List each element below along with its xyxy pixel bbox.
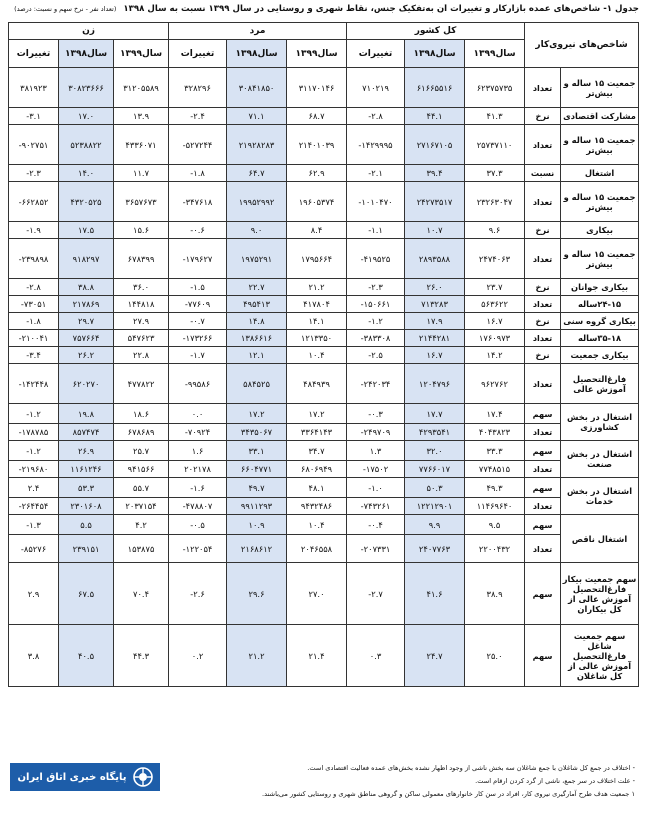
value-cell: ۴۹۵۴۱۳ xyxy=(227,296,287,313)
value-cell: ۴۲۹۳۵۴۱ xyxy=(405,424,465,441)
value-cell: ۷۷۴۸۵۱۵ xyxy=(465,461,525,478)
value-cell: ۱۴.۱ xyxy=(287,313,347,330)
value-cell: ۲۲۰۰۴۳۲ xyxy=(465,535,525,563)
value-cell: -۲.۸ xyxy=(9,279,59,296)
value-cell: ۶۲.۹ xyxy=(287,165,347,182)
indicator-cell: جمعیت ۱۵ ساله و بیش‌تر xyxy=(561,182,639,222)
indicator-cell: ۲۴-۱۵ساله xyxy=(561,296,639,313)
value-cell: -۷۴۳۲۶۱ xyxy=(347,498,405,515)
value-cell: -۹۰۲۷۵۱ xyxy=(9,125,59,165)
value-cell: ۱۲۰۴۷۹۶ xyxy=(405,364,465,404)
indicator-cell: اشتغال در بخش صنعت xyxy=(561,441,639,478)
value-cell: ۱.۶ xyxy=(169,441,227,461)
value-cell: ۰.۰ xyxy=(169,404,227,424)
indicator-cell: اشتغال ناقص xyxy=(561,515,639,563)
unit-cell: تعداد xyxy=(525,498,561,515)
value-cell: ۲۱۴۴۲۸۱ xyxy=(405,330,465,347)
news-logo xyxy=(10,763,160,791)
indicator-cell: جمعیت ۱۵ ساله و بیش‌تر xyxy=(561,125,639,165)
unit-cell: تعداد xyxy=(525,239,561,279)
value-cell: ۱۳۸۶۶۱۶ xyxy=(227,330,287,347)
group-header-male: مرد xyxy=(169,23,347,40)
subheader-cell: سال۱۳۹۸ xyxy=(227,40,287,68)
value-cell: ۲۵۷۳۷۱۱۰ xyxy=(465,125,525,165)
unit-cell: تعداد xyxy=(525,182,561,222)
value-cell: ۲۳۹۱۵۱ xyxy=(59,535,114,563)
value-cell: ۱۴.۲ xyxy=(465,347,525,364)
value-cell: ۲۱.۲ xyxy=(287,279,347,296)
title-text: جدول ۱- شاخص‌های عمده بازارکار و تغییرات آن به‌تفکیک جنس، نقاط شهری و روستایی در سال ۱۳۹۹ نسبت به سال ۱۳۹۸ xyxy=(123,4,639,14)
value-cell: ۱۱.۷ xyxy=(114,165,169,182)
labor-market-table xyxy=(8,22,639,687)
value-cell: ۹۴۳۲۴۸۶ xyxy=(287,498,347,515)
value-cell: ۲۱.۴ xyxy=(287,625,347,687)
value-cell: ۱۷۹۵۶۶۴ xyxy=(287,239,347,279)
subheader-cell: تغییرات xyxy=(169,40,227,68)
table-row xyxy=(9,404,639,424)
value-cell: ۱۹۶۰۵۳۷۴ xyxy=(287,182,347,222)
value-cell: ۲۰۳۷۱۵۴ xyxy=(114,498,169,515)
unit-cell: سهم xyxy=(525,625,561,687)
indicator-cell: ۳۵-۱۸ساله xyxy=(561,330,639,347)
value-cell: ۱.۳ xyxy=(347,441,405,461)
value-cell: -۷۷۶۰۹ xyxy=(169,296,227,313)
value-cell: ۱۰.۷ xyxy=(405,222,465,239)
value-cell: ۱۱۴۶۹۶۴۰ xyxy=(465,498,525,515)
value-cell: -۷۰۹۲۴ xyxy=(169,424,227,441)
value-cell: ۹.۹ xyxy=(405,515,465,535)
value-cell: ۳۸.۹ xyxy=(465,563,525,625)
value-cell: ۵۵.۷ xyxy=(114,478,169,498)
table-title xyxy=(8,4,639,14)
value-cell: -۴۱۹۵۲۵ xyxy=(347,239,405,279)
table-row xyxy=(9,441,639,461)
indicator-cell: سهم جمعیت شاغل فارغ‌التحصیل آموزش عالی از کل شاغلان xyxy=(561,625,639,687)
table-row xyxy=(9,296,639,313)
value-cell: -۱.۶ xyxy=(169,478,227,498)
table-row xyxy=(9,478,639,498)
value-cell: ۲۶.۹ xyxy=(59,441,114,461)
subheader-cell: سال۱۳۹۸ xyxy=(405,40,465,68)
value-cell: ۱۹۷۵۲۹۱ xyxy=(227,239,287,279)
value-cell: ۱۱۶۱۲۴۶ xyxy=(59,461,114,478)
value-cell: ۱۴۴۸۱۸ xyxy=(114,296,169,313)
value-cell: ۳۴۳۵۰۶۷ xyxy=(227,424,287,441)
value-cell: ۲۴۷۴۰۶۳ xyxy=(465,239,525,279)
value-cell: ۱۷.۴ xyxy=(465,404,525,424)
value-cell: ۴۱.۳ xyxy=(465,108,525,125)
value-cell: -۱.۹ xyxy=(9,222,59,239)
value-cell: ۶۱۶۶۵۵۱۶ xyxy=(405,68,465,108)
value-cell: ۱۰.۹ xyxy=(227,515,287,535)
unit-cell: نرخ xyxy=(525,347,561,364)
unit-cell: تعداد xyxy=(525,125,561,165)
value-cell: ۸.۴ xyxy=(287,222,347,239)
indicator-header: شاخص‌های نیروی‌کار xyxy=(525,23,639,68)
value-cell: ۵۳.۳ xyxy=(59,478,114,498)
value-cell: ۱۹۹۵۲۹۹۲ xyxy=(227,182,287,222)
value-cell: -۳.۴ xyxy=(9,347,59,364)
value-cell: -۱.۳ xyxy=(9,515,59,535)
indicator-cell: بیکاری جمعیت xyxy=(561,347,639,364)
value-cell: -۲۶۴۴۵۴ xyxy=(9,498,59,515)
value-cell: -۰.۵ xyxy=(169,515,227,535)
logo-text: پایگاه خبری اتاق ایران xyxy=(17,771,127,783)
value-cell: -۱۲۲۰۵۴ xyxy=(169,535,227,563)
table-row xyxy=(9,68,639,108)
value-cell: ۱۶.۷ xyxy=(465,313,525,330)
value-cell: -۲۱۹۶۸۰ xyxy=(9,461,59,478)
subheader-cell: سال۱۳۹۸ xyxy=(59,40,114,68)
value-cell: ۹۶۲۷۶۲ xyxy=(465,364,525,404)
value-cell: ۱۶.۷ xyxy=(405,347,465,364)
value-cell: ۴۹.۳ xyxy=(465,478,525,498)
value-cell: ۳۲.۰ xyxy=(405,441,465,461)
value-cell: ۴۸۴۹۳۹ xyxy=(287,364,347,404)
indicator-cell: مشارکت اقتصادی xyxy=(561,108,639,125)
value-cell: ۳۰۸۴۱۸۵۰ xyxy=(227,68,287,108)
value-cell: ۳۴.۷ xyxy=(287,441,347,461)
value-cell: -۰.۳ xyxy=(347,404,405,424)
unit-cell: تعداد xyxy=(525,424,561,441)
value-cell: -۹۹۵۸۶ xyxy=(169,364,227,404)
value-cell: ۶۷.۵ xyxy=(59,563,114,625)
value-cell: ۲۵.۰ xyxy=(465,625,525,687)
value-cell: ۳۱۱۷۰۱۴۶ xyxy=(287,68,347,108)
value-cell: ۲۷.۰ xyxy=(287,563,347,625)
value-cell: ۳۸.۸ xyxy=(59,279,114,296)
value-cell: -۵۲۷۲۴۴ xyxy=(169,125,227,165)
value-cell: ۳.۸ xyxy=(9,625,59,687)
value-cell: ۵۴۷۶۲۳ xyxy=(114,330,169,347)
indicator-cell: سهم جمعیت بیکار فارغ‌التحصیل آموزش عالی از کل بیکاران xyxy=(561,563,639,625)
value-cell: ۲۱۹۲۸۲۸۳ xyxy=(227,125,287,165)
unit-cell: نسبت xyxy=(525,165,561,182)
value-cell: ۵.۵ xyxy=(59,515,114,535)
table-row xyxy=(9,108,639,125)
indicator-cell: جمعیت ۱۵ ساله و بیش‌تر xyxy=(561,68,639,108)
value-cell: ۴۳۲۰۵۲۵ xyxy=(59,182,114,222)
value-cell: ۱۵۳۸۷۵ xyxy=(114,535,169,563)
unit-cell: سهم xyxy=(525,478,561,498)
value-cell: -۸۵۲۷۶ xyxy=(9,535,59,563)
value-cell: ۶۸.۷ xyxy=(287,108,347,125)
value-cell: ۴.۲ xyxy=(114,515,169,535)
value-cell: -۲.۳ xyxy=(9,165,59,182)
value-cell: ۰.۲ xyxy=(169,625,227,687)
value-cell: -۲.۴ xyxy=(169,108,227,125)
value-cell: ۲۱۶۸۶۱۲ xyxy=(227,535,287,563)
subheader-cell: سال۱۳۹۹ xyxy=(114,40,169,68)
table-body xyxy=(9,68,639,687)
value-cell: -۲۴۹۷۰۹ xyxy=(347,424,405,441)
value-cell: -۱۰۱۰۴۷۰ xyxy=(347,182,405,222)
subheader-cell: سال۱۳۹۹ xyxy=(465,40,525,68)
table-row xyxy=(9,424,639,441)
value-cell: ۲۶.۲ xyxy=(59,347,114,364)
value-cell: ۱۲۱۳۳۵۰ xyxy=(287,330,347,347)
value-cell: ۳۰۸۲۳۶۶۶ xyxy=(59,68,114,108)
value-cell: -۴۷۸۸۰۷ xyxy=(169,498,227,515)
value-cell: ۱۵.۶ xyxy=(114,222,169,239)
value-cell: ۹.۰ xyxy=(227,222,287,239)
value-cell: -۶۶۲۸۵۲ xyxy=(9,182,59,222)
table-row xyxy=(9,625,639,687)
value-cell: ۱۷.۲ xyxy=(227,404,287,424)
value-cell: -۲.۵ xyxy=(347,347,405,364)
subheader-cell: تغییرات xyxy=(9,40,59,68)
table-row xyxy=(9,330,639,347)
value-cell: ۵۸۴۵۲۵ xyxy=(227,364,287,404)
value-cell: ۴۰۴۳۸۲۳ xyxy=(465,424,525,441)
unit-cell: نرخ xyxy=(525,313,561,330)
value-cell: ۱۳.۹ xyxy=(114,108,169,125)
value-cell: -۱۴۲۹۹۹۵ xyxy=(347,125,405,165)
subheader-cell: تغییرات xyxy=(347,40,405,68)
value-cell: -۲.۷ xyxy=(347,563,405,625)
value-cell: ۳۳۶۴۱۴۳ xyxy=(287,424,347,441)
subheader-cell: سال۱۳۹۹ xyxy=(287,40,347,68)
value-cell: ۲.۴ xyxy=(9,478,59,498)
value-cell: -۱۷۳۲۶۶ xyxy=(169,330,227,347)
unit-cell: تعداد xyxy=(525,68,561,108)
value-cell: ۳۸۱۹۲۳ xyxy=(9,68,59,108)
value-cell: ۹.۶ xyxy=(465,222,525,239)
indicator-cell: جمعیت ۱۵ ساله و بیش‌تر xyxy=(561,239,639,279)
indicator-cell: بیکاری گروه سنی xyxy=(561,313,639,330)
value-cell: -۲۱۰۰۴۱ xyxy=(9,330,59,347)
value-cell: -۲۳۹۸۹۸ xyxy=(9,239,59,279)
table-row xyxy=(9,461,639,478)
indicator-cell: فارغ‌التحصیل آموزش عالی xyxy=(561,364,639,404)
value-cell: ۲۸۹۳۵۸۸ xyxy=(405,239,465,279)
value-cell: ۲۳۰۱۶۰۸ xyxy=(59,498,114,515)
value-cell: ۳۱۲۰۵۵۸۹ xyxy=(114,68,169,108)
value-cell: -۱.۵ xyxy=(169,279,227,296)
value-cell: ۱۲۲۱۲۹۰۱ xyxy=(405,498,465,515)
value-cell: ۱۷.۹ xyxy=(405,313,465,330)
value-cell: -۲۰۷۳۳۱ xyxy=(347,535,405,563)
value-cell: ۲۵.۷ xyxy=(114,441,169,461)
value-cell: ۹۱۸۲۹۷ xyxy=(59,239,114,279)
unit-cell: نرخ xyxy=(525,222,561,239)
value-cell: -۱.۷ xyxy=(169,347,227,364)
value-cell: ۴۱.۶ xyxy=(405,563,465,625)
value-cell: ۱۷.۵ xyxy=(59,222,114,239)
table-row xyxy=(9,239,639,279)
unit-cell: سهم xyxy=(525,404,561,424)
value-cell: -۱.۱ xyxy=(347,222,405,239)
value-cell: ۴۰.۵ xyxy=(59,625,114,687)
footnote-1: - اختلاف در جمع کل شاغلان با جمع شاغلان سه بخش ناشی از وجود اظهار نشده بخش‌های عمده فعالیت اقتصادی است. xyxy=(307,764,635,772)
value-cell: ۷۷۶۶۰۱۷ xyxy=(405,461,465,478)
value-cell: ۳۳.۳ xyxy=(465,441,525,461)
value-cell: ۲۳.۷ xyxy=(465,279,525,296)
table-row xyxy=(9,165,639,182)
value-cell: -۳۴۷۶۱۸ xyxy=(169,182,227,222)
table-row xyxy=(9,313,639,330)
unit-cell: تعداد xyxy=(525,296,561,313)
value-cell: ۷۱۳۲۸۳ xyxy=(405,296,465,313)
value-cell: ۵۲۳۸۸۲۲ xyxy=(59,125,114,165)
value-cell: ۹.۵ xyxy=(465,515,525,535)
indicator-cell: اشتغال در بخش خدمات xyxy=(561,478,639,515)
value-cell: ۱۷.۲ xyxy=(287,404,347,424)
value-cell: ۲.۹ xyxy=(9,563,59,625)
value-cell: ۳۳.۱ xyxy=(227,441,287,461)
value-cell: -۷۳۰۵۱ xyxy=(9,296,59,313)
group-header-female: زن xyxy=(9,23,169,40)
logo-emblem-icon xyxy=(133,767,153,787)
value-cell: -۲.۳ xyxy=(347,279,405,296)
value-cell: ۲۱۷۸۶۹ xyxy=(59,296,114,313)
value-cell: -۱.۲ xyxy=(9,404,59,424)
value-cell: ۱۷۶۰۹۷۳ xyxy=(465,330,525,347)
value-cell: ۴۴.۳ xyxy=(114,625,169,687)
indicator-cell: بیکاری xyxy=(561,222,639,239)
value-cell: -۱.۰ xyxy=(347,478,405,498)
value-cell: ۷۵۷۶۶۴ xyxy=(59,330,114,347)
unit-cell: نرخ xyxy=(525,279,561,296)
unit-cell: نرخ xyxy=(525,108,561,125)
table-row xyxy=(9,279,639,296)
value-cell: -۱.۸ xyxy=(169,165,227,182)
value-cell: ۶۷۸۶۸۹ xyxy=(114,424,169,441)
value-cell: ۱۰.۴ xyxy=(287,515,347,535)
value-cell: ۲۷۱۶۷۱۰۵ xyxy=(405,125,465,165)
value-cell: ۴۱۷۸۰۴ xyxy=(287,296,347,313)
value-cell: -۰.۷ xyxy=(169,313,227,330)
unit-cell: سهم xyxy=(525,563,561,625)
value-cell: ۹۹۱۱۲۹۳ xyxy=(227,498,287,515)
footnote-2: - علت اختلاف در سر جمع، ناشی از گرد کردن ارقام است. xyxy=(475,777,635,785)
value-cell: ۷۱.۱ xyxy=(227,108,287,125)
value-cell: -۱.۲ xyxy=(9,441,59,461)
value-cell: ۱۲.۱ xyxy=(227,347,287,364)
value-cell: -۳۸۳۳۰۸ xyxy=(347,330,405,347)
value-cell: ۱۴.۰ xyxy=(59,165,114,182)
value-cell: ۲۴.۷ xyxy=(405,625,465,687)
value-cell: -۱۷۸۷۸۵ xyxy=(9,424,59,441)
value-cell: -۱۷۹۶۲۷ xyxy=(169,239,227,279)
footnote-3: ۱ جمعیت هدف طرح آمارگیری نیروی کار، افراد در سن کار خانوارهای معمولی ساکن و گروهی مناطق شهری و روستایی کشور می‌باشند. xyxy=(262,790,635,798)
value-cell: ۹۴۱۵۶۶ xyxy=(114,461,169,478)
table-row xyxy=(9,563,639,625)
value-cell: ۶۲۳۷۵۷۳۵ xyxy=(465,68,525,108)
value-cell: ۲۱.۲ xyxy=(227,625,287,687)
value-cell: ۲۷.۹ xyxy=(114,313,169,330)
value-cell: ۲۳۲۶۳۰۴۷ xyxy=(465,182,525,222)
indicator-cell: اشتغال xyxy=(561,165,639,182)
value-cell: ۵۶۳۶۲۲ xyxy=(465,296,525,313)
value-cell: -۲.۶ xyxy=(169,563,227,625)
unit-cell: تعداد xyxy=(525,461,561,478)
value-cell: ۴۳۳۶۰۷۱ xyxy=(114,125,169,165)
value-cell: -۲۴۲۰۳۴ xyxy=(347,364,405,404)
value-cell: -۱۷۵۰۲ xyxy=(347,461,405,478)
value-cell: ۰.۳ xyxy=(347,625,405,687)
value-cell: -۲.۸ xyxy=(347,108,405,125)
value-cell: -۱.۸ xyxy=(9,313,59,330)
value-cell: ۶۷۸۳۹۹ xyxy=(114,239,169,279)
value-cell: ۱۹.۸ xyxy=(59,404,114,424)
value-cell: ۳۲۸۲۹۶ xyxy=(169,68,227,108)
value-cell: ۳۶.۰ xyxy=(114,279,169,296)
value-cell: ۴۷۷۸۲۲ xyxy=(114,364,169,404)
unit-cell: تعداد xyxy=(525,535,561,563)
value-cell: -۱۵۰۶۶۱ xyxy=(347,296,405,313)
value-cell: ۶۴.۷ xyxy=(227,165,287,182)
value-cell: ۲۹.۷ xyxy=(59,313,114,330)
value-cell: -۰.۶ xyxy=(169,222,227,239)
value-cell: ۳۷.۳ xyxy=(465,165,525,182)
value-cell: ۷۱۰۲۱۹ xyxy=(347,68,405,108)
table-row xyxy=(9,515,639,535)
group-header-country: کل کشور xyxy=(347,23,525,40)
unit-note: (تعداد نفر - نرخ سهم و نسبت: درصد) xyxy=(14,5,117,13)
value-cell: -۲.۱ xyxy=(347,165,405,182)
value-cell: -۳.۱ xyxy=(9,108,59,125)
value-cell: -۰.۴ xyxy=(347,515,405,535)
indicator-cell: اشتغال در بخش کشاورزی xyxy=(561,404,639,441)
unit-cell: سهم xyxy=(525,441,561,461)
table-row xyxy=(9,498,639,515)
value-cell: ۱۰.۴ xyxy=(287,347,347,364)
table-row xyxy=(9,535,639,563)
value-cell: ۱۷.۰ xyxy=(59,108,114,125)
table-row xyxy=(9,182,639,222)
value-cell: ۲۲.۷ xyxy=(227,279,287,296)
value-cell: ۶۲۰۲۷۰ xyxy=(59,364,114,404)
value-cell: ۷۰.۴ xyxy=(114,563,169,625)
table-row xyxy=(9,222,639,239)
value-cell: ۲۹.۶ xyxy=(227,563,287,625)
value-cell: ۲۰۲۱۷۸ xyxy=(169,461,227,478)
value-cell: ۲۱۴۰۱۰۳۹ xyxy=(287,125,347,165)
value-cell: ۳۹.۴ xyxy=(405,165,465,182)
table-row xyxy=(9,125,639,165)
value-cell: ۲۶.۰ xyxy=(405,279,465,296)
unit-cell: تعداد xyxy=(525,364,561,404)
value-cell: ۱۸.۶ xyxy=(114,404,169,424)
footnotes xyxy=(195,762,635,801)
value-cell: ۲۲.۸ xyxy=(114,347,169,364)
indicator-cell: بیکاری جوانان xyxy=(561,279,639,296)
value-cell: ۲۰۴۶۵۵۸ xyxy=(287,535,347,563)
value-cell: ۳۶۵۷۶۷۳ xyxy=(114,182,169,222)
value-cell: ۶۸۰۶۹۴۹ xyxy=(287,461,347,478)
value-cell: ۴۸.۱ xyxy=(287,478,347,498)
value-cell: ۱۴.۸ xyxy=(227,313,287,330)
unit-cell: تعداد xyxy=(525,330,561,347)
value-cell: ۵۰.۳ xyxy=(405,478,465,498)
value-cell: -۱۴۲۴۴۸ xyxy=(9,364,59,404)
unit-cell: سهم xyxy=(525,515,561,535)
value-cell: ۱۷.۷ xyxy=(405,404,465,424)
value-cell: ۶۶۰۴۷۷۱ xyxy=(227,461,287,478)
value-cell: ۲۴۰۷۷۶۳ xyxy=(405,535,465,563)
value-cell: ۴۴.۱ xyxy=(405,108,465,125)
table-row xyxy=(9,364,639,404)
value-cell: ۸۵۷۴۷۴ xyxy=(59,424,114,441)
value-cell: -۱.۲ xyxy=(347,313,405,330)
value-cell: ۲۴۲۷۳۵۱۷ xyxy=(405,182,465,222)
value-cell: ۴۹.۷ xyxy=(227,478,287,498)
table-row xyxy=(9,347,639,364)
